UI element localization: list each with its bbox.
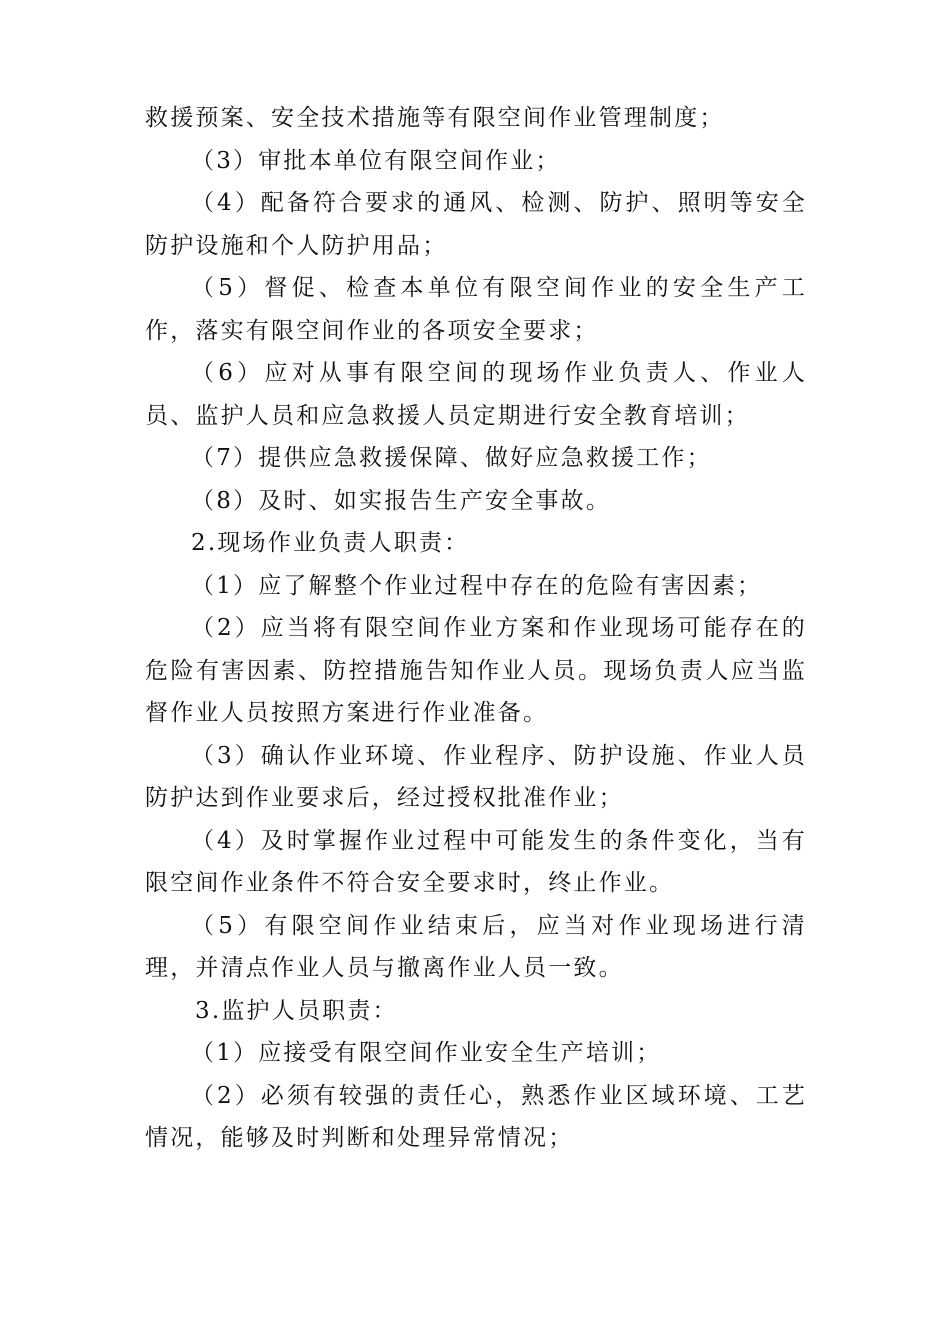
paragraph-item-5: （5）督促、检查本单位有限空间作业的安全生产工作，落实有限空间作业的各项安全要求；: [145, 275, 807, 344]
section-heading-site-supervisor: 2.现场作业负责人职责：: [191, 530, 470, 556]
paragraph-supervisor-item-5: （5）有限空间作业结束后，应当对作业现场进行清理，并清点作业人员与撤离作业人员一致。: [145, 912, 807, 981]
paragraph-item-3: （3）审批本单位有限空间作业；: [191, 147, 561, 174]
paragraph-item-6: （6）应对从事有限空间的现场作业负责人、作业人员、监护人员和应急救援人员定期进行安全教育培训；: [145, 360, 807, 429]
paragraph-monitor-item-2: （2）必须有较强的责任心，熟悉作业区域环境、工艺情况，能够及时判断和处理异常情况；: [145, 1082, 807, 1151]
paragraph-supervisor-item-4: （4）及时掌握作业过程中可能发生的条件变化，当有限空间作业条件不符合安全要求时，终止作业。: [145, 827, 807, 896]
section-heading-monitor: 3.监护人员职责：: [195, 997, 398, 1024]
paragraph-supervisor-item-3: （3）确认作业环境、作业程序、防护设施、作业人员防护达到作业要求后，经过授权批准作业；: [145, 742, 807, 811]
paragraph-supervisor-item-2: （2）应当将有限空间作业方案和作业现场可能存在的危险有害因素、防控措施告知作业人员。现场负责人应当监督作业人员按照方案进行作业准备。: [145, 615, 807, 726]
paragraph-item-7: （7）提供应急救援保障、做好应急救援工作；: [191, 445, 712, 471]
document-body: [145, 97, 807, 1160]
paragraph-supervisor-item-1: （1）应了解整个作业过程中存在的危险有害因素；: [191, 572, 763, 599]
paragraph-continuation: 救援预案、安全技术措施等有限空间作业管理制度；: [145, 105, 725, 131]
paragraph-monitor-item-1: （1）应接受有限空间作业安全生产培训；: [191, 1040, 662, 1066]
paragraph-item-4: （4）配备符合要求的通风、检测、防护、照明等安全防护设施和个人防护用品；: [145, 190, 807, 259]
paragraph-item-8: （8）及时、如实报告生产安全事故。: [191, 487, 612, 514]
